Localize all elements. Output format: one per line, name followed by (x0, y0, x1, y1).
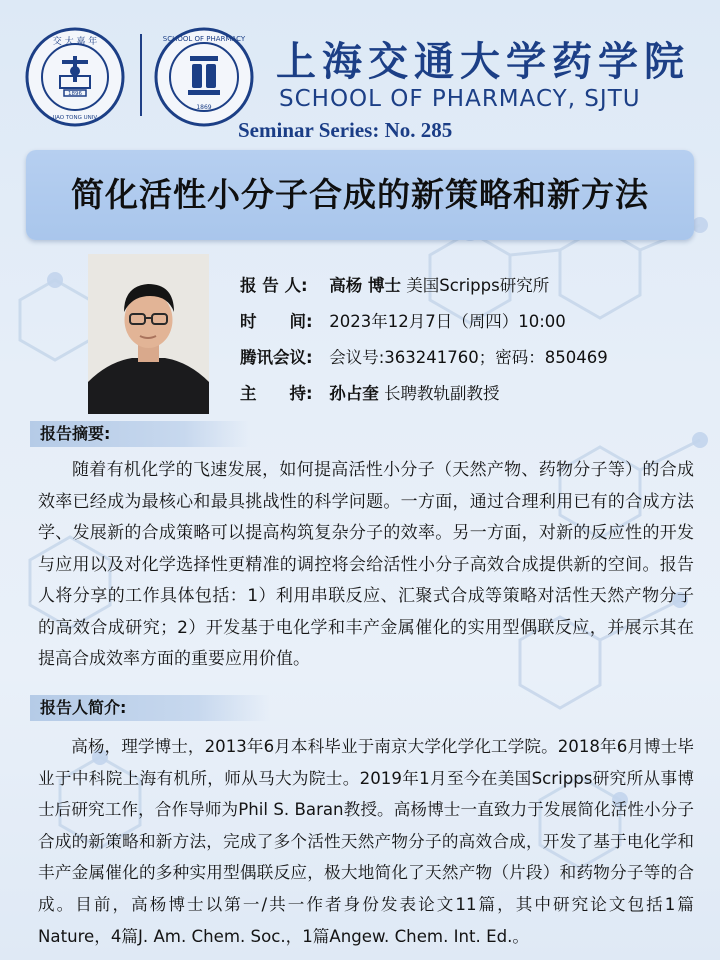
speaker-row (240, 272, 549, 296)
school-name-cn: 上海交通大学药学院 (276, 38, 690, 85)
meeting-row (240, 344, 608, 368)
sjtu-logo-year: 1896 (68, 91, 82, 97)
pharmacy-logo (152, 26, 256, 128)
svg-text:交 大 嘉 年: 交 大 嘉 年 (52, 37, 98, 47)
speaker-affiliation: 美国Scripps研究所 (406, 276, 550, 295)
logo-divider (140, 34, 142, 116)
seminar-title: 简化活性小分子合成的新策略和新方法 (71, 175, 649, 214)
time-label: 时 间: (240, 312, 313, 331)
meeting-label: 腾讯会议: (240, 348, 313, 367)
speaker-photo (88, 254, 209, 414)
bio-heading: 报告人简介: (30, 695, 270, 721)
time-row (240, 308, 566, 332)
seminar-series: Seminar Series: No. 285 (238, 118, 453, 142)
pharmacy-logo-year: 1869 (196, 104, 212, 111)
abstract-heading: 报告摘要: (30, 421, 250, 447)
meeting-value: 会议号:363241760；密码：850469 (329, 348, 608, 367)
host-label: 主 持: (240, 384, 313, 403)
speaker-name: 高杨 博士 (329, 276, 401, 295)
abstract-text: 随着有机化学的飞速发展，如何提高活性小分子（天然产物、药物分子等）的合成效率已经成为最核心和最具挑战性的科学问题。一方面，通过合理利用已有的合成方法学、发展新的合成策略可以提高构筑复杂分子的效率。另一方面，对新的反应性的开发与应用以及对化学选择性更精准的调控将会给活性小分子高效合成提供新的空间。报告人将分享的工作具体包括：1）利用串联反应、汇聚式合成等策略对活性天然产物分子的高效合成研究；2）开发基于电化学和丰产金属催化的实用型偶联反应，并展示其在提高合成效率方面的重要应用价值。 (38, 460, 694, 669)
speaker-label: 报 告 人: (240, 276, 308, 295)
sjtu-logo (24, 26, 126, 128)
host-name: 孙占奎 (329, 384, 379, 403)
title-banner (26, 150, 694, 240)
svg-text:SCHOOL OF PHARMACY: SCHOOL OF PHARMACY (162, 35, 246, 43)
bio-text: 高杨，理学博士，2013年6月本科毕业于南京大学化学化工学院。2018年6月博士毕业于中科院上海有机所，师从马大为院士。2019年1月至今在美国Scripps研究所从事博士后研究工作，合作导师为Phil S. Baran教授。高杨博士一直致力于发展简化活性小分子合成的新策略和新方法，完成了多个活性天然产物分子的高效合成，开发了基于电化学和丰产金属催化的多种实用型偶联反应，极大地简化了天然产物（片段）和药物分子等的合成。目前，高杨博士以第一/共一作者身份发表论文11篇，其中研究论文包括1篇Nature，4篇J. Am. Chem. Soc.，1篇Angew. Chem. Int. Ed.。 (38, 737, 694, 946)
svg-text:JIAO TONG UNIV: JIAO TONG UNIV (52, 115, 98, 121)
school-name-en: SCHOOL OF PHARMACY, SJTU (279, 86, 641, 112)
host-title: 长聘教轨副教授 (384, 384, 500, 403)
host-row (240, 380, 500, 404)
time-value: 2023年12月7日（周四）10:00 (329, 312, 566, 331)
